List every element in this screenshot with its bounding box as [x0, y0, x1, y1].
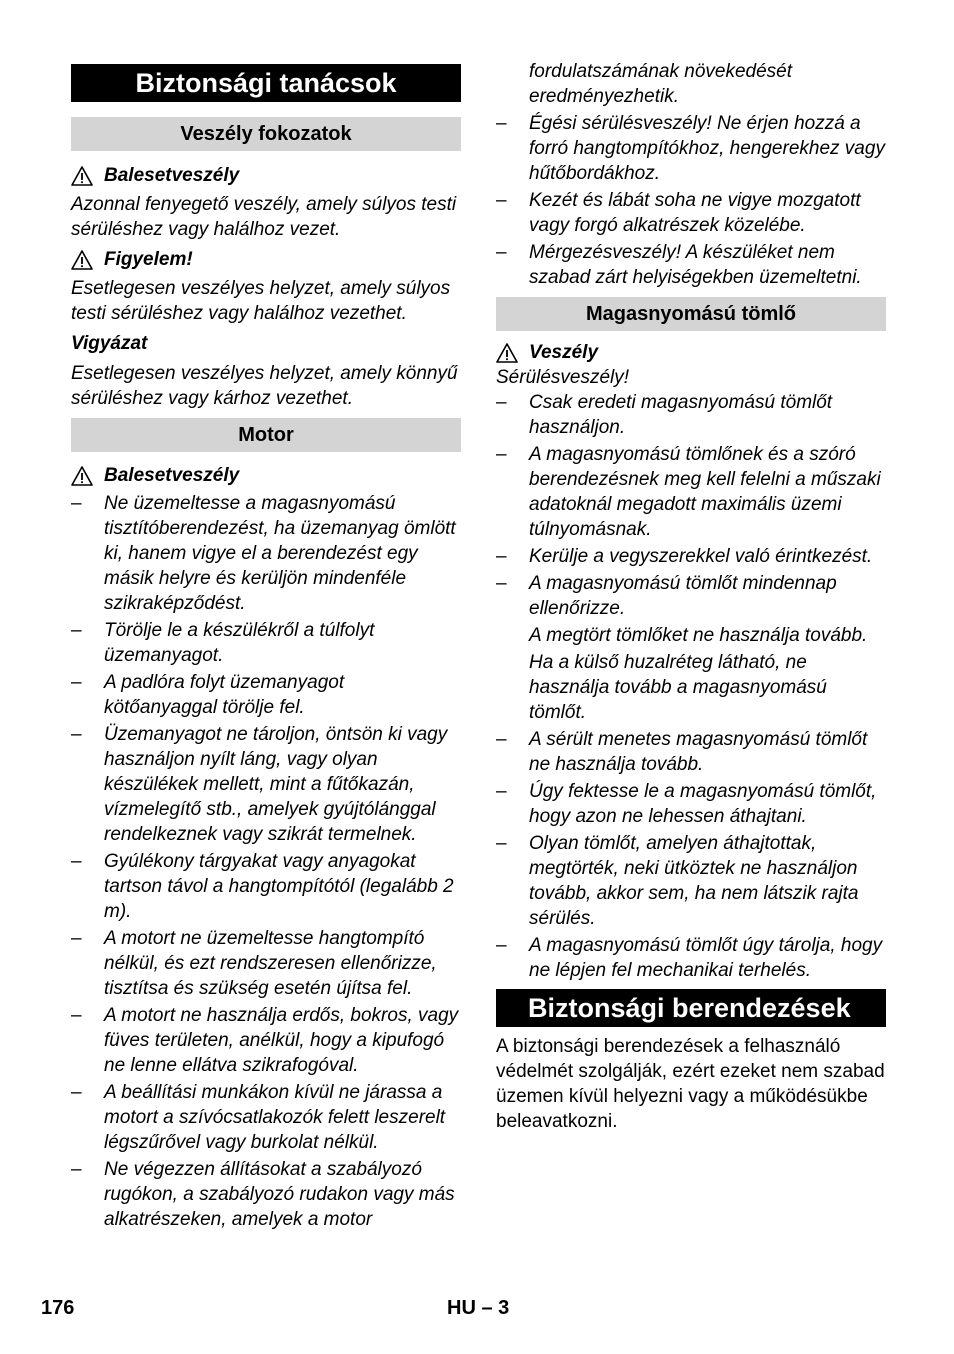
list-item: – A motort ne használja erdős, bokros, vagy füves területen, anélkül, hogy a kipufogó ne lenne ellátva szikrafogóval.: [71, 1005, 459, 1076]
list-item: – A sérült menetes magasnyomású tömlőt ne használja tovább.: [496, 729, 868, 775]
danger-heading: [71, 163, 461, 188]
warning-triangle-icon: [71, 250, 93, 270]
warning-triangle-icon: [71, 466, 93, 486]
danger-heading-label: Balesetveszély: [104, 165, 240, 186]
list-item: – A padlóra folyt üzemanyagot kötőanyaggal törölje fel.: [71, 672, 345, 718]
list-item: – Kezét és lábát soha ne vigye mozgatott vagy forgó alkatrészek közelébe.: [496, 190, 861, 236]
list-item: – Ne végezzen állításokat a szabályozó rugókon, a szabályozó rudakon vagy más alkatrészeken, amelyek a motor: [71, 1159, 455, 1230]
list-item: – Ne üzemeltesse a magasnyomású tisztítóberendezést, ha üzemanyag ömlött ki, hanem vigye el a berendezést egy másik helyre és kerüljön mindenféle szikraképződést.: [71, 493, 456, 614]
motor-list-continued: [496, 111, 886, 290]
hose-list-b: [496, 727, 886, 983]
page-number: 176: [41, 1297, 75, 1319]
warning-triangle-icon: [496, 343, 518, 363]
list-item: – A beállítási munkákon kívül ne járassa a motort a szívócsatlakozók felett leszerelt légszűrővel vagy burkolat nélkül.: [71, 1082, 446, 1153]
section-title-levels: Veszély fokozatok: [71, 117, 461, 151]
warning-triangle-icon: [71, 166, 93, 186]
left-column: [71, 0, 461, 1234]
main-title: Biztonsági tanácsok: [71, 64, 461, 102]
list-item: – A magasnyomású tömlőnek és a szóró berendezésnek meg kell felelni a műszaki adatoknál megadott maximális üzemi túlnyomásnak.: [496, 444, 881, 540]
hose-danger-heading-label: Veszély: [529, 342, 599, 363]
list-item: – Üzemanyagot ne tároljon, öntsön ki vagy használjon nyílt láng, vagy olyan készülékek mellett, mint a fűtőkazán, vízmelegítő stb., amelyek gyújtólánggal rendelkeznek vagy szikrát termelnek.: [71, 724, 448, 845]
list-item: – Törölje le a készülékről a túlfolyt üzemanyagot.: [71, 620, 375, 666]
hose-danger-heading: [496, 340, 886, 365]
warning-heading: [71, 247, 461, 272]
list-item: – Csak eredeti magasnyomású tömlőt használjon.: [496, 392, 833, 438]
list-item: – Mérgezésveszély! A készüléket nem szabad zárt helyiségekben üzemeltetni.: [496, 242, 862, 288]
hose-sub-text-1: A megtört tömlőket ne használja tovább.: [529, 625, 868, 646]
section-title-motor: Motor: [71, 418, 461, 452]
safety-devices-text: A biztonsági berendezések a felhasználó védelmét szolgálják, ezért ezeket nem szabad üzemen kívül helyezni vagy a működésükbe beleavatkozni.: [496, 1036, 885, 1132]
list-item: – A magasnyomású tömlőt úgy tárolja, hogy ne lépjen fel mechanikai terhelés.: [496, 935, 883, 981]
warning-heading-label: Figyelem!: [104, 249, 193, 270]
motor-continued-text: fordulatszámának növekedését eredményezhetik.: [529, 61, 792, 107]
list-item: – A motort ne üzemeltesse hangtompító nélkül, és ezt rendszeresen ellenőrizze, tisztítsa és szükség esetén újítsa fel.: [71, 928, 437, 999]
motor-danger-heading: [71, 463, 461, 488]
section-title-hose: Magasnyomású tömlő: [496, 297, 886, 331]
motor-danger-heading-label: Balesetveszély: [104, 465, 240, 486]
list-item: – Égési sérülésveszély! Ne érjen hozzá a forró hangtompítókhoz, hengerekhez vagy hűtőbordákhoz.: [496, 113, 885, 184]
caution-text: Esetlegesen veszélyes helyzet, amely könnyű sérüléshez vagy kárhoz vezethet.: [71, 363, 458, 409]
warning-text: Esetlegesen veszélyes helyzet, amely súlyos testi sérüléshez vagy halálhoz vezethet.: [71, 278, 451, 324]
hose-sub-text-2: Ha a külső huzalréteg látható, ne használja tovább a magasnyomású tömlőt.: [529, 652, 827, 723]
language-page-code: HU – 3: [447, 1297, 510, 1319]
list-item: – Olyan tömlőt, amelyen áthajtottak, megtörték, neki ütköztek ne használjon tovább, akkor sem, ha nem látszik rajta sérülés.: [496, 833, 859, 929]
safety-devices-title: Biztonsági berendezések: [496, 989, 886, 1027]
hose-list-a: [496, 390, 886, 621]
list-item: – Kerülje a vegyszerekkel való érintkezést.: [496, 546, 873, 567]
list-item: – A magasnyomású tömlőt mindennap ellenőrizze.: [496, 573, 837, 619]
list-item: – Úgy fektesse le a magasnyomású tömlőt, hogy azon ne lehessen áthajtani.: [496, 781, 877, 827]
motor-list: [71, 491, 461, 1232]
caution-heading: Vigyázat: [71, 333, 148, 354]
hose-intro: Sérülésveszély!: [496, 367, 630, 388]
right-column: [496, 0, 886, 1134]
list-item: – Gyúlékony tárgyakat vagy anyagokat tartson távol a hangtompítótól (legalább 2 m).: [71, 851, 454, 922]
danger-text: Azonnal fenyegető veszély, amely súlyos testi sérüléshez vagy halálhoz vezet.: [71, 194, 457, 240]
